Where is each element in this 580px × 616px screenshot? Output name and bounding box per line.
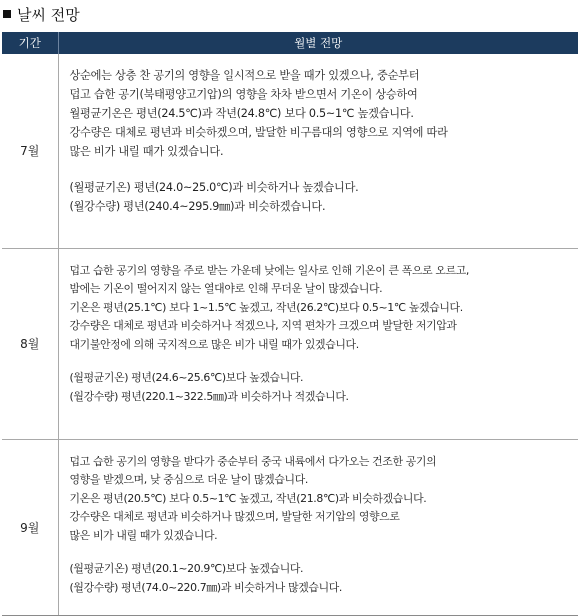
header-period: 기간 xyxy=(2,32,58,54)
outlook-summary-line: (월강수량) 평년(74.0~220.7㎜)과 비슷하거나 많겠습니다. xyxy=(69,580,343,594)
outlook-summary-line: (월강수량) 평년(220.1~322.5㎜)과 비슷하거나 적겠습니다. xyxy=(69,389,349,403)
section-title: 날씨 전망 xyxy=(17,5,80,24)
outlook-line: 덥고 습한 공기의 영향을 주로 받는 가운데 낮에는 일사로 인해 기온이 큰 폭으로 오르고, xyxy=(69,263,470,277)
month-cell: 9월 xyxy=(2,439,58,615)
outlook-summary-line: (월강수량) 평년(240.4~295.9㎜)과 비슷하겠습니다. xyxy=(69,200,326,213)
outlook-line: 많은 비가 내릴 때가 있겠습니다. xyxy=(69,528,218,542)
outlook-line: 월평균기온은 평년(24.5℃)과 작년(24.8℃) 보다 0.5~1℃ 높겠습니다. xyxy=(69,107,414,120)
outlook-cell xyxy=(58,54,578,248)
table-row xyxy=(2,54,578,248)
table-header-row xyxy=(2,32,578,54)
outlook-line: 덥고 습한 공기(북태평양고기압)의 영향을 차차 받으면서 기온이 상승하여 xyxy=(69,88,418,101)
outlook-line: 덥고 습한 공기의 영향을 받다가 중순부터 중국 내륙에서 다가오는 건조한 공기의 xyxy=(69,454,437,468)
outlook-line: 많은 비가 내릴 때가 있겠습니다. xyxy=(69,145,224,158)
header-monthly-outlook: 월별 전망 xyxy=(58,32,578,54)
outlook-line: 상순에는 상층 찬 공기의 영향을 일시적으로 받을 때가 있겠으나, 중순부터 xyxy=(69,69,420,82)
outlook-summary-line: (월평균기온) 평년(24.0~25.0℃)과 비슷하거나 높겠습니다. xyxy=(69,181,359,194)
outlook-cell xyxy=(58,248,578,439)
square-bullet-icon xyxy=(3,10,11,18)
outlook-line: 강수량은 대체로 평년과 비슷하거나 적겠으나, 지역 편차가 크겠으며 발달한 저기압과 xyxy=(69,319,457,332)
outlook-line: 강수량은 대체로 평년과 비슷하겠으며, 발달한 비구름대의 영향으로 지역에 따라 xyxy=(69,126,448,139)
outlook-summary-line: (월평균기온) 평년(20.1~20.9℃)보다 높겠습니다. xyxy=(69,562,304,575)
table-row xyxy=(2,248,578,439)
outlook-line: 기온은 평년(20.5℃) 보다 0.5~1℃ 높겠고, 작년(21.8℃)과 비슷하겠습니다. xyxy=(69,491,427,505)
outlook-line: 영향을 받겠으며, 낮 중심으로 더운 날이 많겠습니다. xyxy=(69,473,308,486)
month-cell: 8월 xyxy=(2,248,58,439)
table-row xyxy=(2,439,578,615)
weather-forecast-table xyxy=(2,32,578,616)
outlook-summary-line: (월평균기온) 평년(24.6~25.6℃)보다 높겠습니다. xyxy=(69,371,304,384)
outlook-cell xyxy=(58,439,578,615)
outlook-line: 강수량은 대체로 평년과 비슷하거나 많겠으며, 발달한 저기압의 영향으로 xyxy=(69,510,400,523)
outlook-line: 기온은 평년(25.1℃) 보다 1~1.5℃ 높겠고, 작년(26.2℃)보다 0.5~1℃ 높겠습니다. xyxy=(69,300,463,314)
outlook-line: 밤에는 기온이 떨어지지 않는 열대야로 인해 무더운 날이 많겠습니다. xyxy=(69,282,383,295)
outlook-line: 대기불안정에 의해 국지적으로 많은 비가 내릴 때가 있겠습니다. xyxy=(69,337,359,351)
month-cell: 7월 xyxy=(2,54,58,248)
section-heading xyxy=(2,3,80,25)
